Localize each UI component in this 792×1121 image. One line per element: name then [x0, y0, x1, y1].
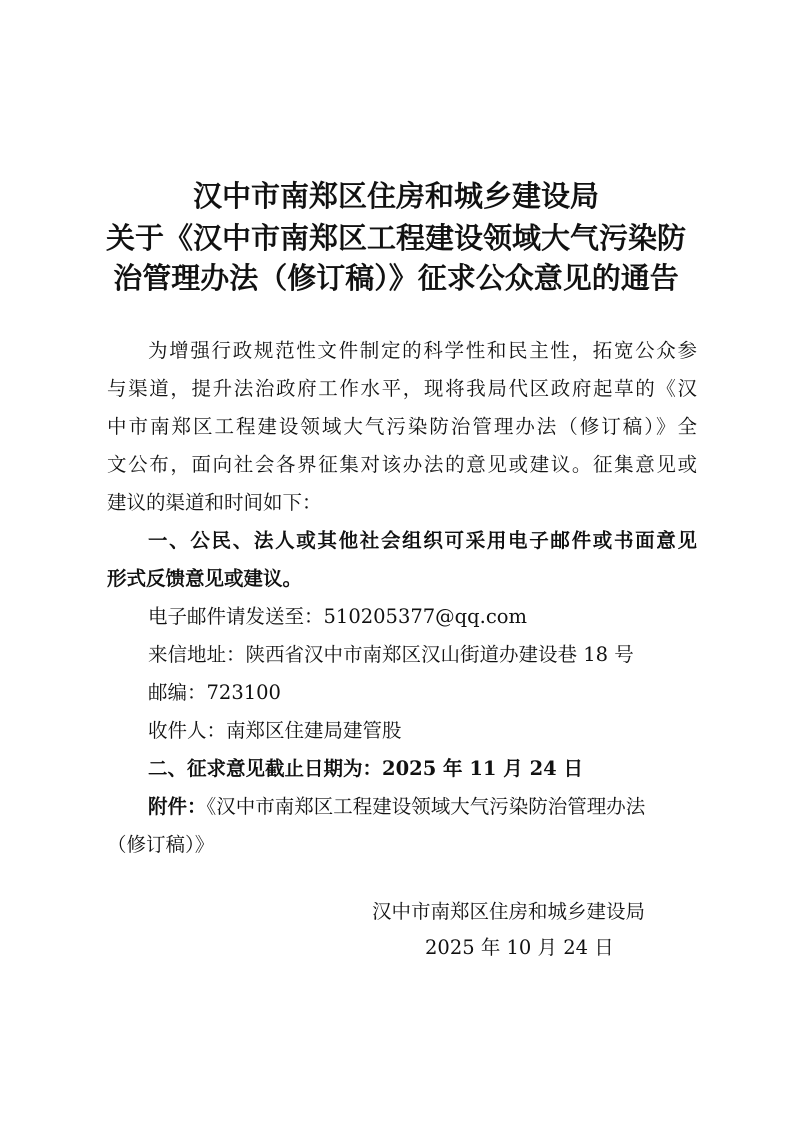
section-2-deadline: 二、征求意见截止日期为：2025 年 11 月 24 日: [148, 757, 583, 780]
attachment-title-part-1: 《汉中市南郑区工程建设领域大气污染防治管理办法: [206, 795, 646, 818]
section-1-line-2: 形式反馈意见或建议。: [107, 567, 303, 590]
address-line: 来信地址：陕西省汉中市南郑区汉山街道办建设巷 18 号: [148, 643, 634, 666]
title-line-3: 治管理办法（修订稿）》征求公众意见的通告: [113, 261, 679, 295]
recipient-line: 收件人：南郑区住建局建管股: [148, 719, 402, 742]
intro-line-5: 建议的渠道和时间如下：: [107, 491, 322, 514]
attachment-line-1: [148, 793, 697, 821]
email-line: 电子邮件请发送至：510205377@qq.com: [148, 605, 527, 628]
title-line-2: 关于《汉中市南郑区工程建设领域大气污染防: [105, 221, 686, 255]
title-line-1: 汉中市南郑区住房和城乡建设局: [192, 179, 599, 213]
intro-line-1: 为增强行政规范性文件制定的科学性和民主性，拓宽公众参: [148, 339, 697, 362]
intro-line-2: 与渠道，提升法治政府工作水平，现将我局代区政府起草的《汉: [107, 377, 697, 400]
intro-line-4: 文公布，面向社会各界征集对该办法的意见或建议。征集意见或: [107, 453, 697, 476]
signature-date: 2025 年 10 月 24 日: [425, 936, 614, 959]
postcode-line: 邮编：723100: [148, 681, 281, 704]
attachment-label: 附件：: [148, 795, 207, 818]
signature-org: 汉中市南郑区住房和城乡建设局: [372, 900, 646, 923]
attachment-line-2: （修订稿）》: [107, 833, 215, 856]
intro-line-3: 中市南郑区工程建设领域大气污染防治管理办法（修订稿）》全: [107, 415, 697, 438]
section-1-line-1: 一、公民、法人或其他社会组织可采用电子邮件或书面意见: [148, 529, 697, 552]
